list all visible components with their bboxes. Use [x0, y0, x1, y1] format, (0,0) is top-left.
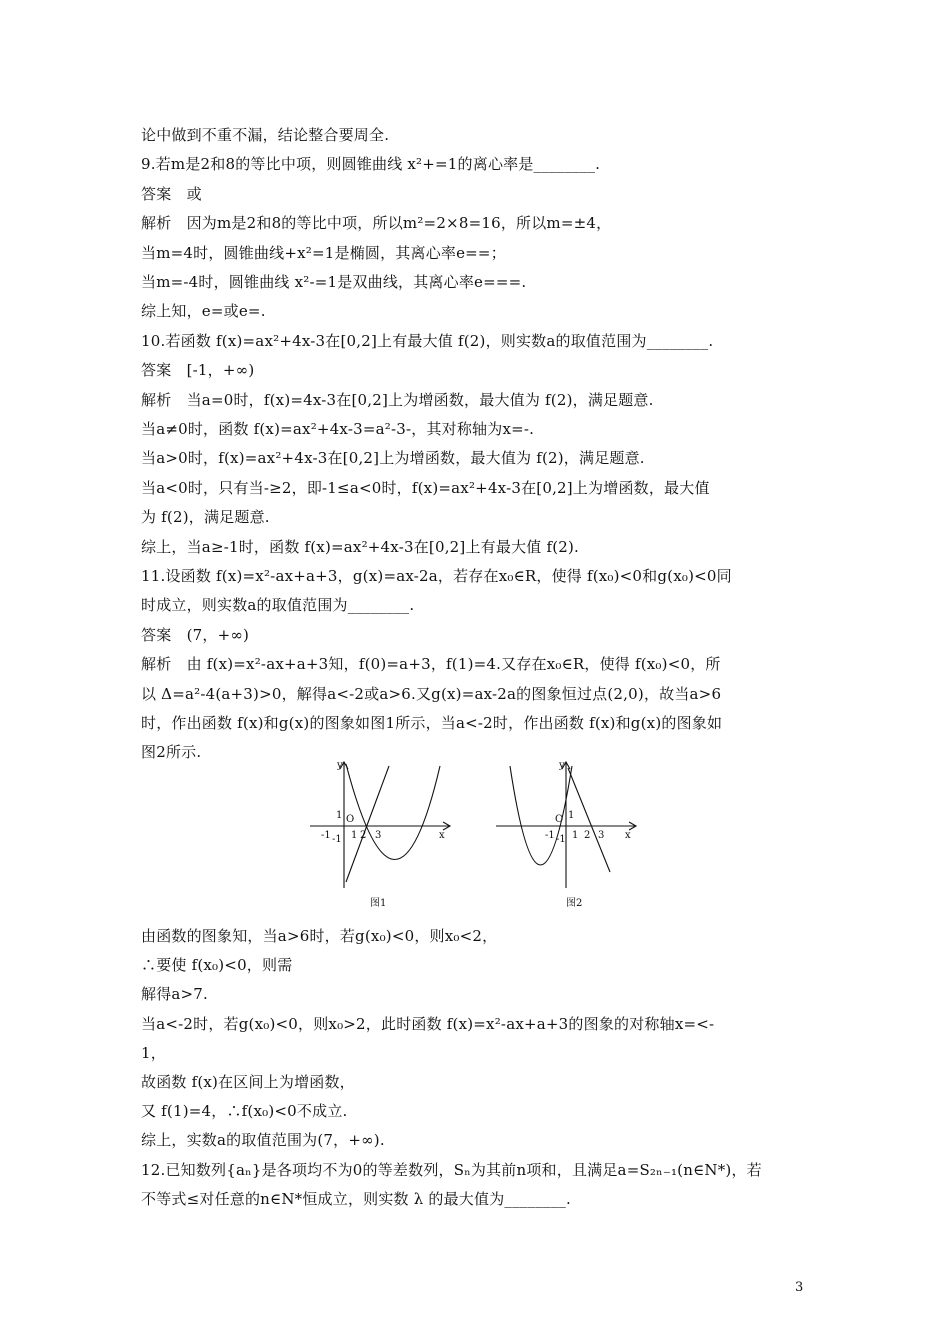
text-line: 当m=-4时，圆锥曲线 x²-=1是双曲线，其离心率e===. [141, 273, 527, 291]
fig2-tick-2: 2 [584, 830, 591, 841]
fig2-x-label: x [625, 830, 631, 841]
text-line: 解析 因为m是2和8的等比中项，所以m²=2×8=16，所以m=±4， [141, 214, 612, 233]
text-line: 由函数的图象知，当a>6时，若g(x₀)<0，则x₀<2， [141, 927, 498, 945]
figure-2 [496, 762, 636, 888]
text-line: 解析 由 f(x)=x²-ax+a+3知，f(0)=a+3，f(1)=4.又存在x₀∈R，使得 f(x₀)<0，所 [141, 655, 721, 674]
text-line: 答案 或 [141, 184, 202, 203]
fig2-labels [545, 760, 631, 909]
text-line: ∴要使 f(x₀)<0，则需 [141, 956, 293, 975]
text-line: 当a≠0时，函数 f(x)=ax²+4x-3=a²-3-，其对称轴为x=-. [141, 420, 535, 438]
fig2-caption: 图2 [566, 898, 583, 909]
fig2-tick-yneg1: -1 [556, 834, 566, 845]
text-line: 12.已知数列{aₙ}是各项均不为0的等差数列，Sₙ为其前n项和，且满足a=S₂ₙ₋₁(n∈N*)，若 [141, 1160, 762, 1179]
fig1-tick-y1: 1 [336, 810, 343, 821]
text-line: 当a<-2时，若g(x₀)<0，则x₀>2，此时函数 f(x)=x²-ax+a+3的图象的对称轴x=<- [141, 1014, 715, 1033]
text-line: 11.设函数 f(x)=x²-ax+a+3，g(x)=ax-2a，若存在x₀∈R，使得 f(x₀)<0和g(x₀)<0同 [141, 567, 732, 585]
text-line: 综上，实数a的取值范围为(7，+∞). [141, 1131, 385, 1150]
fig1-tick-neg1: -1 [321, 830, 331, 841]
text-line: 故函数 f(x)在区间上为增函数， [141, 1073, 355, 1091]
fig1-caption: 图1 [370, 898, 387, 909]
fig1-tick-3: 3 [375, 830, 382, 841]
text-line: 图2所示. [141, 743, 202, 762]
text-line: 不等式≤对任意的n∈N*恒成立，则实数 λ 的最大值为________. [141, 1189, 571, 1208]
text-line: 答案 [-1，+∞) [141, 361, 255, 380]
text-line: 当a>0时，f(x)=ax²+4x-3在[0,2]上为增函数，最大值为 f(2)，满足题意. [141, 449, 645, 468]
text-line: 综上知，e=或e=. [141, 302, 266, 321]
text-line: 以 Δ=a²-4(a+3)>0，解得a<-2或a>6.又g(x)=ax-2a的图象恒过点(2,0)，故当a>6 [141, 684, 722, 703]
fig1-y-label: y [337, 760, 343, 771]
figure-area [300, 754, 650, 914]
text-line: 为 f(2)，满足题意. [141, 508, 270, 527]
fig1-origin: O [346, 814, 355, 825]
figure-1 [310, 762, 450, 888]
text-line: 又 f(1)=4，∴f(x₀)<0不成立. [141, 1102, 348, 1121]
text-line: 解得a>7. [141, 985, 209, 1004]
text-line: 综上，当a≥-1时，函数 f(x)=ax²+4x-3在[0,2]上有最大值 f(2). [141, 537, 580, 556]
function-graphs [300, 754, 650, 914]
fig1-tick-1: 1 [351, 830, 358, 841]
fig2-tick-1: 1 [572, 830, 579, 841]
fig1-tick-2: 2 [360, 830, 367, 841]
fig1-tick-yneg1: -1 [332, 834, 342, 845]
text-line: 10.若函数 f(x)=ax²+4x-3在[0,2]上有最大值 f(2)，则实数a的取值范围为________. [141, 331, 714, 350]
fig1-x-label: x [439, 830, 445, 841]
text-line: 解析 当a=0时，f(x)=4x-3在[0,2]上为增函数，最大值为 f(2)，满足题意. [141, 390, 654, 409]
text-line: 9.若m是2和8的等比中项，则圆锥曲线 x²+=1的离心率是________. [141, 155, 601, 174]
fig2-tick-neg1: -1 [545, 830, 555, 841]
text-line: 当a<0时，只有当-≥2，即-1≤a<0时，f(x)=ax²+4x-3在[0,2]上为增函数，最大值 [141, 478, 710, 497]
text-line: 时成立，则实数a的取值范围为________. [141, 596, 415, 615]
text-line: 时，作出函数 f(x)和g(x)的图象如图1所示，当a<-2时，作出函数 f(x)和g(x)的图象如 [141, 714, 723, 732]
page-number: 3 [795, 1280, 804, 1295]
text-line: 1， [141, 1043, 166, 1062]
text-line: 答案 (7，+∞) [141, 625, 250, 644]
fig2-y-label: y [559, 760, 565, 771]
text-line: 当m=4时，圆锥曲线+x²=1是椭圆，其离心率e==； [141, 243, 506, 262]
text-line: 论中做到不重不漏，结论整合要周全. [141, 126, 390, 144]
fig2-origin: O [555, 814, 564, 825]
fig2-tick-y1: 1 [568, 810, 575, 821]
fig2-tick-3: 3 [598, 830, 605, 841]
